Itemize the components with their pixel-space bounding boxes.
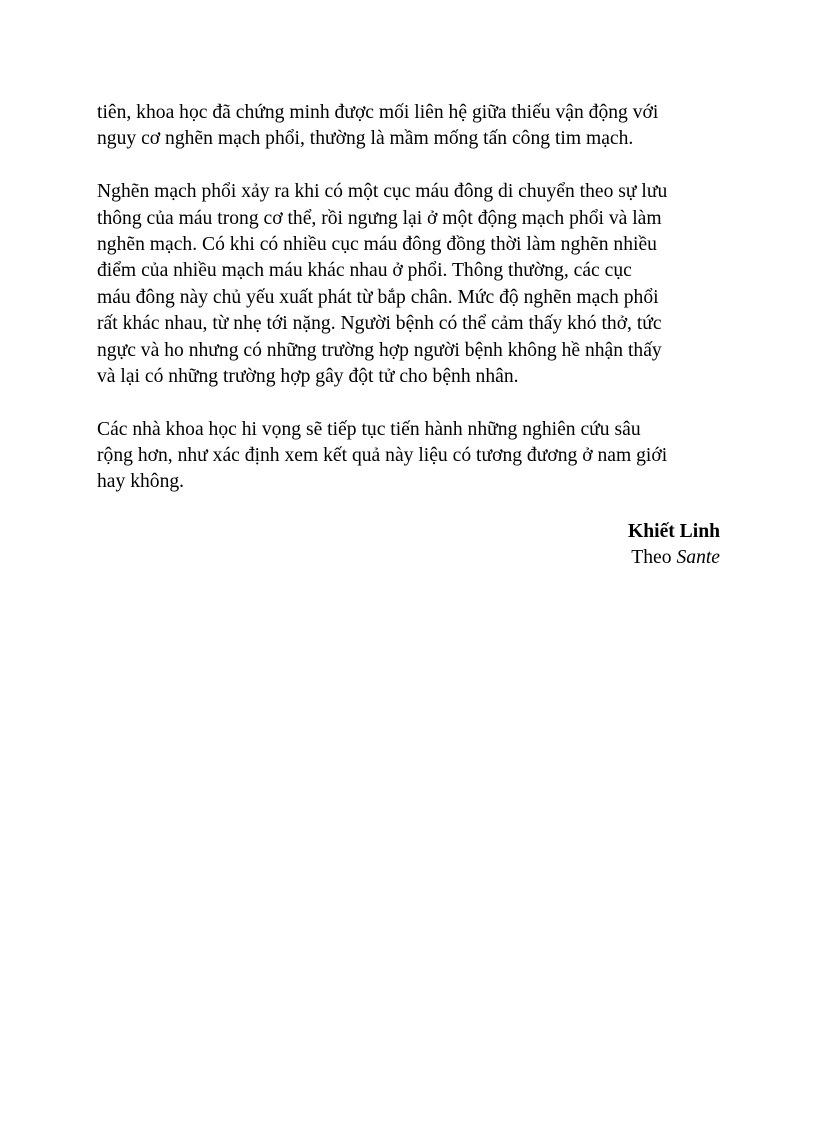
signature-block <box>628 519 720 572</box>
author-name: Khiết Linh <box>627 521 720 542</box>
text-line: máu đông này chủ yếu xuất phát từ bắp chân. Mức độ nghẽn mạch phổi <box>97 286 659 308</box>
text-line: rất khác nhau, từ nhẹ tới nặng. Người bệnh có thể cảm thấy khó thở, tức <box>97 313 662 335</box>
paragraph-2 <box>97 179 737 390</box>
source-prefix: Theo <box>631 547 672 569</box>
source-line <box>628 545 720 571</box>
text-line: nguy cơ nghẽn mạch phổi, thường là mầm mống tấn công tim mạch. <box>97 128 634 150</box>
text-line: nghẽn mạch. Có khi có nhiều cục máu đông đồng thời làm nghẽn nhiều <box>97 233 657 255</box>
text-line: tiên, khoa học đã chứng minh được mối liên hệ giữa thiếu vận động với <box>97 102 659 123</box>
text-line: hay không. <box>97 471 185 493</box>
text-line: ngực và ho nhưng có những trường hợp người bệnh không hề nhận thấy <box>97 339 662 361</box>
paragraph-3 <box>97 417 737 496</box>
source-name: Sante <box>676 547 720 569</box>
text-line: điểm của nhiều mạch máu khác nhau ở phổi. Thông thường, các cục <box>97 260 632 282</box>
article-body <box>97 100 737 496</box>
text-line: rộng hơn, như xác định xem kết quả này liệu có tương đương ở nam giới <box>97 445 668 467</box>
text-line: và lại có những trường hợp gây đột tử cho bệnh nhân. <box>97 365 519 387</box>
text-line: Nghẽn mạch phổi xảy ra khi có một cục máu đông di chuyển theo sự lưu <box>97 181 668 203</box>
text-line: thông của máu trong cơ thể, rồi ngưng lại ở một động mạch phổi và làm <box>97 207 662 229</box>
paragraph-1 <box>97 100 737 153</box>
text-line: Các nhà khoa học hi vọng sẽ tiếp tục tiến hành những nghiên cứu sâu <box>97 418 641 440</box>
